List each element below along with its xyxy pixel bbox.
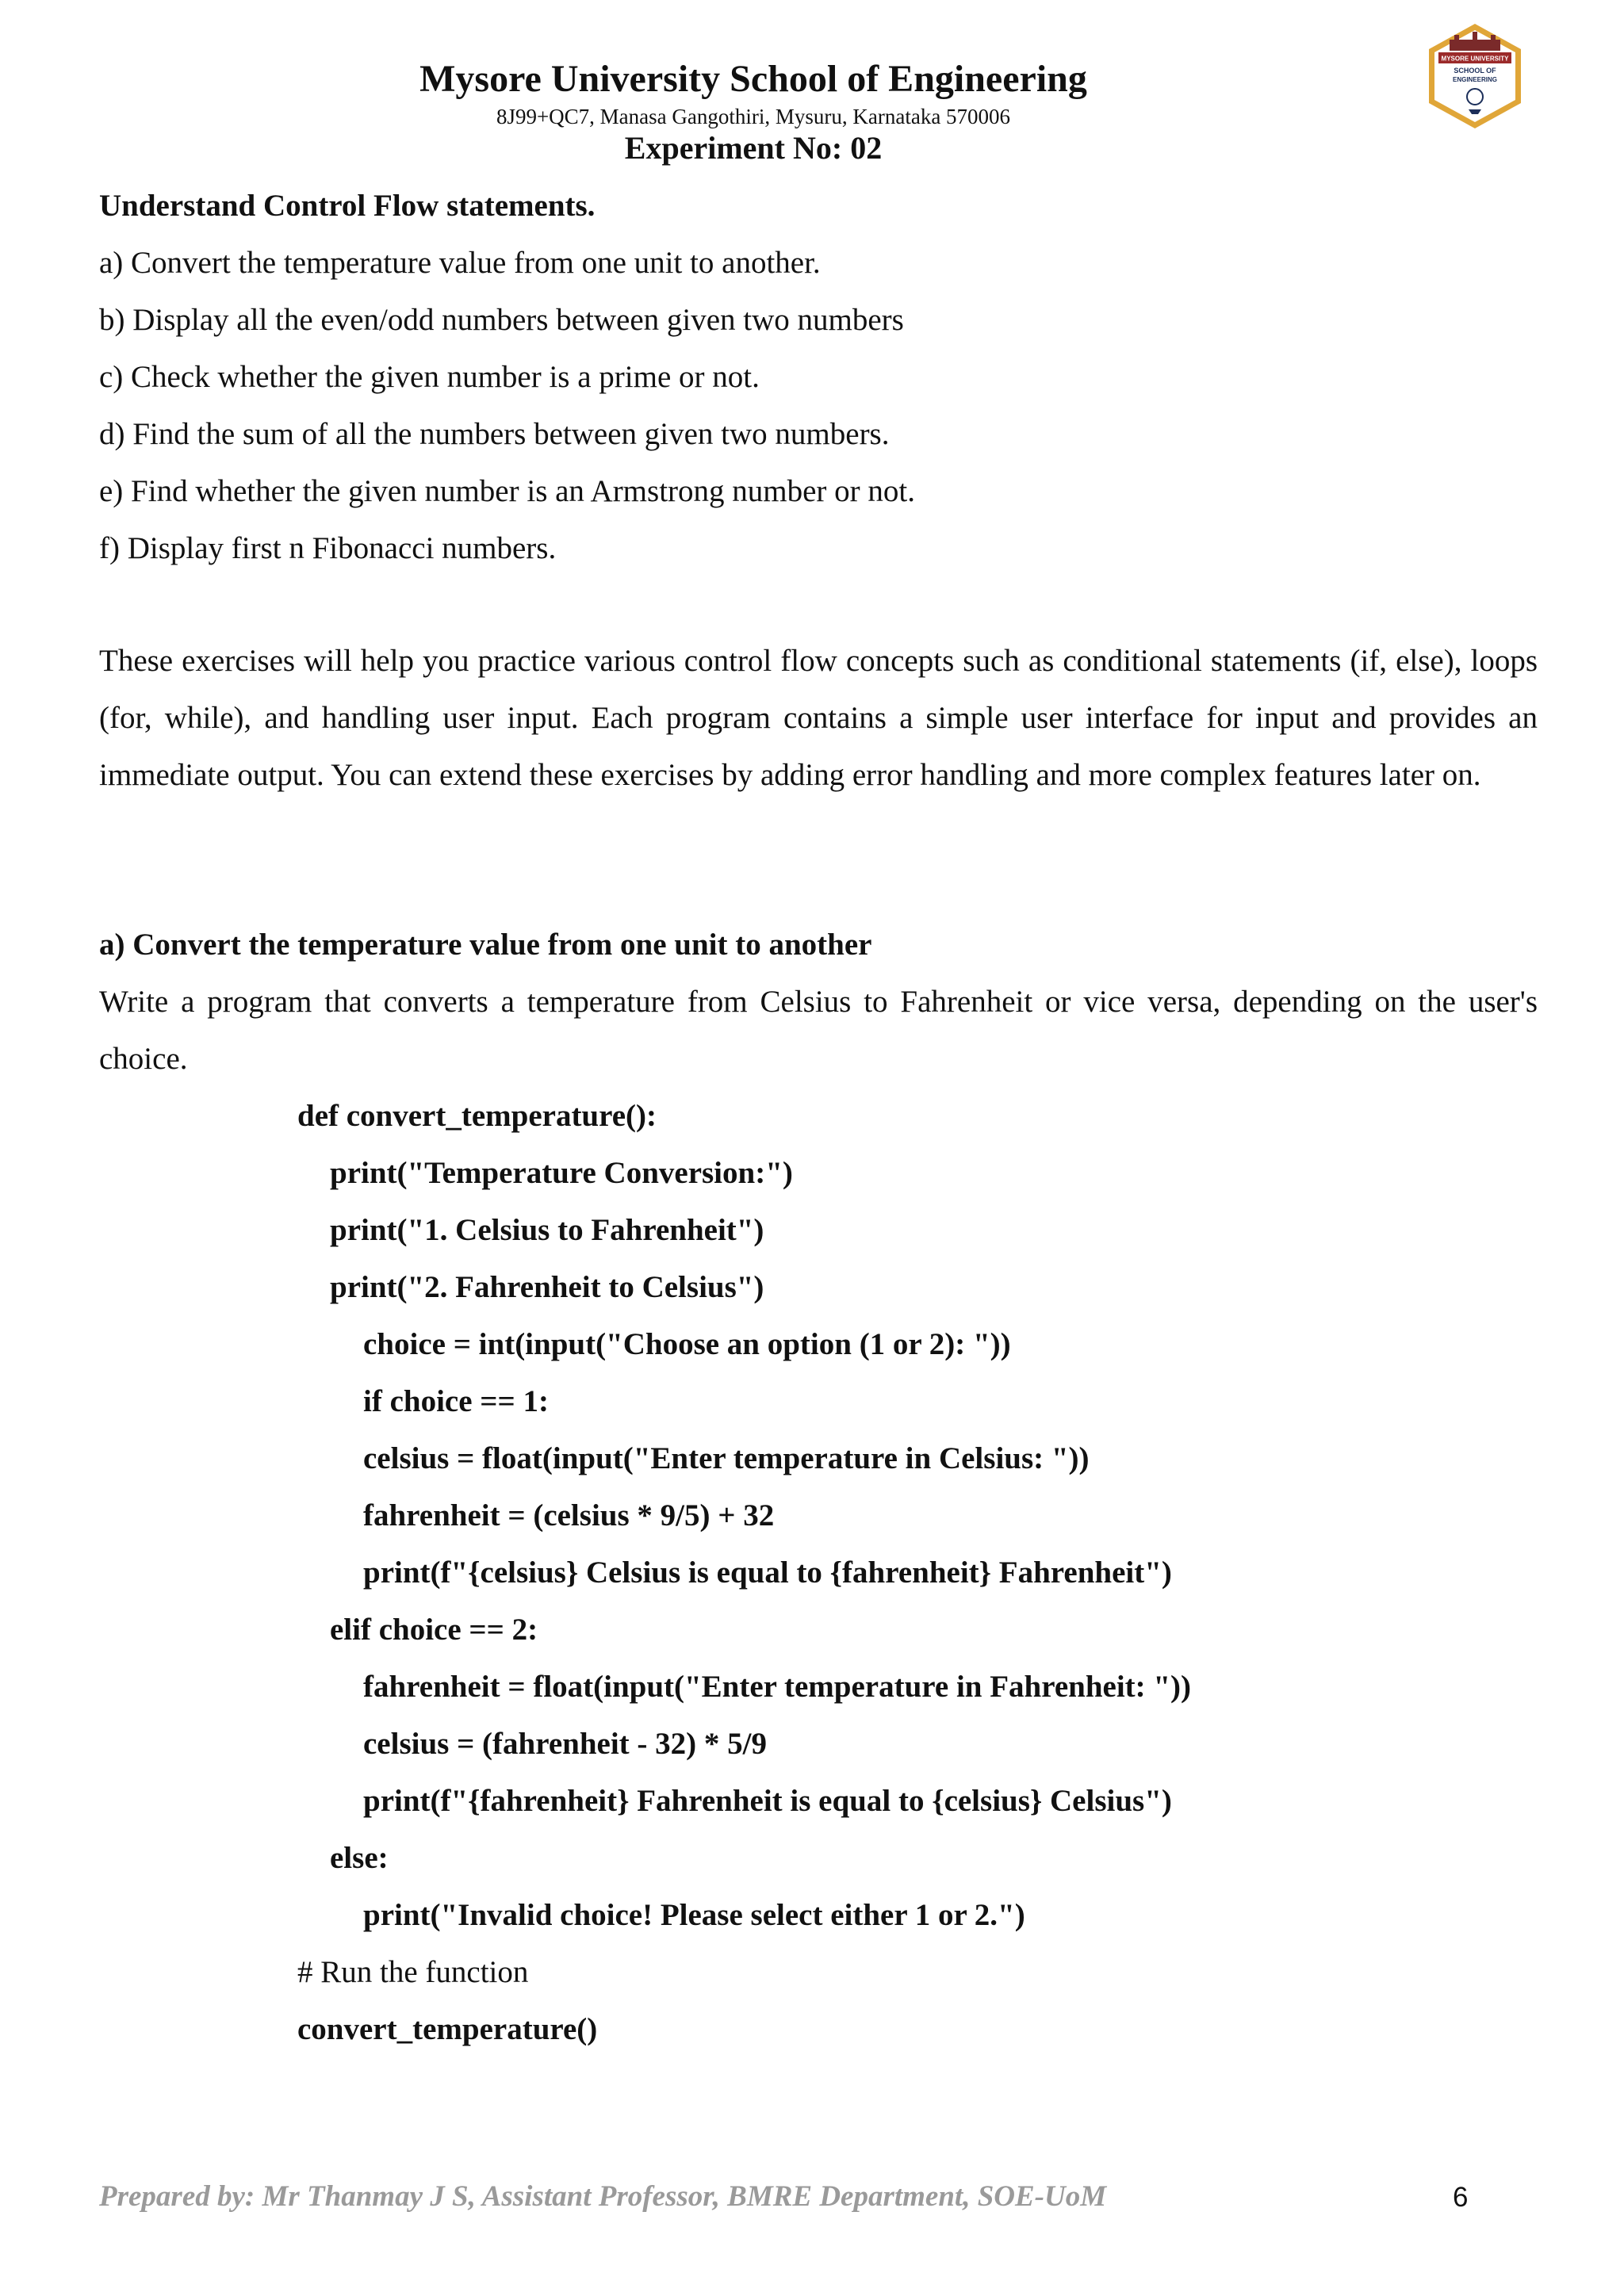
code-comment: # Run the function bbox=[297, 1955, 529, 1989]
code-line: print(f"{celsius} Celsius is equal to {fahrenheit} Fahrenheit") bbox=[363, 1556, 1172, 1590]
university-title: Mysore University School of Engineering bbox=[419, 58, 1087, 100]
footer-prepared-by: Prepared by: Mr Thanmay J S, Assistant Professor, BMRE Department, SOE-UoM bbox=[99, 2180, 1107, 2213]
code-line: print("Invalid choice! Please select either 1 or 2.") bbox=[363, 1898, 1025, 1932]
section-a-description: Write a program that converts a temperature from Celsius to Fahrenheit or vice versa, depending on the user's choice. bbox=[99, 985, 1538, 1076]
intro-item: f) Display first n Fibonacci numbers. bbox=[99, 531, 557, 565]
page-number: 6 bbox=[1453, 2182, 1469, 2213]
university-logo bbox=[1419, 21, 1530, 132]
intro-heading: Understand Control Flow statements. bbox=[99, 189, 596, 223]
experiment-number: Experiment No: 02 bbox=[624, 130, 883, 166]
code-line: fahrenheit = (celsius * 9/5) + 32 bbox=[363, 1498, 775, 1533]
section-a-heading: a) Convert the temperature value from one unit to another bbox=[99, 928, 872, 962]
intro-item: c) Check whether the given number is a prime or not. bbox=[99, 360, 760, 394]
code-line: celsius = (fahrenheit - 32) * 5/9 bbox=[363, 1727, 767, 1761]
logo-text-line2: SCHOOL OF bbox=[1454, 67, 1496, 75]
intro-item: a) Convert the temperature value from one unit to another. bbox=[99, 246, 821, 280]
logo-text-line3: ENGINEERING bbox=[1452, 76, 1498, 83]
intro-item: b) Display all the even/odd numbers between given two numbers bbox=[99, 303, 904, 337]
code-line: elif choice == 2: bbox=[330, 1613, 538, 1647]
code-line: celsius = float(input("Enter temperature in Celsius: ")) bbox=[363, 1441, 1090, 1475]
intro-item: e) Find whether the given number is an Armstrong number or not. bbox=[99, 474, 915, 508]
code-line: print("Temperature Conversion:") bbox=[330, 1156, 793, 1190]
code-line: else: bbox=[330, 1841, 389, 1875]
logo-text-line1: MYSORE UNIVERSITY bbox=[1441, 55, 1509, 63]
code-line: def convert_temperature(): bbox=[297, 1099, 657, 1133]
code-line: fahrenheit = float(input("Enter temperature in Fahrenheit: ")) bbox=[363, 1670, 1192, 1704]
code-line: if choice == 1: bbox=[363, 1384, 549, 1418]
code-line: print("1. Celsius to Fahrenheit") bbox=[330, 1213, 764, 1247]
code-line: convert_temperature() bbox=[297, 2012, 598, 2046]
code-line: print("2. Fahrenheit to Celsius") bbox=[330, 1270, 764, 1304]
code-line: print(f"{fahrenheit} Fahrenheit is equal to {celsius} Celsius") bbox=[363, 1784, 1172, 1818]
intro-paragraph: These exercises will help you practice various control flow concepts such as conditional statements (if, else), loops (for, while), and handling user input. Each program contains a simple user interface for input and provides an immediate output. You can extend these exercises by adding error handling and more complex features later on. bbox=[99, 644, 1538, 792]
logo-palace-silhouette bbox=[1450, 40, 1500, 51]
university-address: 8J99+QC7, Manasa Gangothiri, Mysuru, Karnataka 570006 bbox=[496, 105, 1011, 128]
code-line: choice = int(input("Choose an option (1 or 2): ")) bbox=[363, 1327, 1011, 1361]
intro-item: d) Find the sum of all the numbers between given two numbers. bbox=[99, 417, 890, 451]
